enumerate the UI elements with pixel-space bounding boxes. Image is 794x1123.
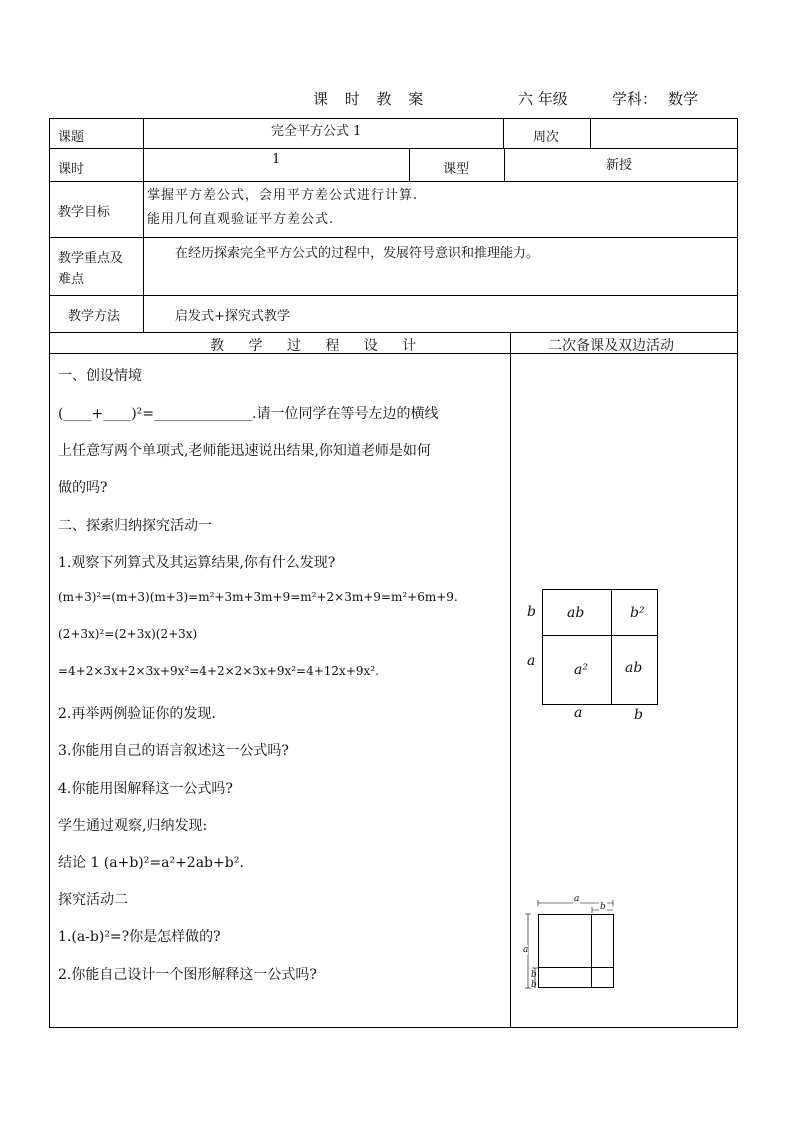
grade-label: 六 年级 — [518, 90, 568, 108]
conclusion-1: 结论 1 (a+b)²=a²+2ab+b². — [58, 855, 244, 871]
fig1-label-b-squared: b² — [630, 605, 645, 621]
key-points: 在经历探索完全平方公式的过程中，发展符号意识和推理能力。 — [175, 246, 540, 261]
type-label: 课型 — [443, 162, 470, 177]
period-label: 课时 — [58, 162, 85, 177]
question-5: 1.(a-b)²=?你是怎样做的? — [58, 929, 221, 945]
type-value: 新授 — [606, 158, 633, 173]
goal-line-1: 掌握平方差公式，会用平方差公式进行计算. — [147, 188, 419, 203]
period-value: 1 — [272, 152, 281, 167]
process-header: 教 学 过 程 设 计 — [210, 338, 427, 354]
equation-3: =4+2×3x+2×3x+9x²=4+2×2×3x+9x²=4+12x+9x². — [58, 664, 379, 678]
question-2: 2.再举两例验证你的发现. — [58, 706, 216, 722]
subject-value: 数学 — [668, 90, 699, 108]
equation-2: (2+3x)²=(2+3x)(2+3x) — [58, 627, 198, 641]
fig1-side-a: a — [527, 653, 536, 669]
fig2-left-a: a — [523, 945, 529, 955]
fig1-bottom-b: b — [634, 707, 643, 723]
fig2-top-b: b — [600, 902, 606, 912]
fig1-label-a-squared: a² — [574, 662, 588, 678]
fig1-side-b: b — [527, 604, 536, 620]
equation-1: (m+3)²=(m+3)(m+3)=m²+3m+3m+9=m²+2×3m+9=m²+6m+9. — [58, 590, 458, 604]
question-4: 4.你能用图解释这一公式吗? — [58, 781, 233, 797]
notes-header: 二次备课及双边活动 — [548, 338, 674, 354]
section-1-title: 一、创设情境 — [58, 368, 142, 384]
fig1-bottom-a: a — [574, 705, 583, 721]
key-label-line-2: 难点 — [58, 272, 85, 287]
subject-label: 学科： — [612, 90, 658, 108]
key-label-line-1: 教学重点及 — [58, 251, 124, 266]
question-1: 1.观察下列算式及其运算结果,你有什么发现? — [58, 555, 336, 571]
page-title: 课 时 教 案 — [313, 90, 430, 108]
fig2-top-a: a — [574, 894, 580, 904]
goal-line-2: 能用几何直观验证平方差公式. — [147, 212, 335, 227]
section-1-line-3: 做的吗? — [58, 480, 108, 496]
section-1-line-2: 上任意写两个单项式,老师能迅速说出结果,你知道老师是如何 — [58, 443, 431, 459]
section-1-line-1: (____+____)²=______________.请一位同学在等号左边的横线 — [58, 406, 439, 422]
fig2-left-b1: b — [531, 970, 537, 980]
observation: 学生通过观察,归纳发现: — [58, 818, 208, 834]
method-label: 教学方法 — [68, 309, 121, 324]
activity-2-title: 探究活动二 — [58, 892, 128, 908]
fig1-label-ab-right: ab — [625, 660, 643, 676]
week-label: 周次 — [533, 130, 560, 145]
question-3: 3.你能用自己的语言叙述这一公式吗? — [58, 743, 289, 759]
section-2-title: 二、探索归纳探究活动一 — [58, 518, 212, 534]
topic-label: 课题 — [58, 130, 85, 145]
question-6: 2.你能自己设计一个图形解释这一公式吗? — [58, 967, 317, 983]
topic-value: 完全平方公式 1 — [271, 124, 362, 139]
fig1-label-ab-top: ab — [567, 605, 585, 621]
method-value: 启发式+探究式教学 — [175, 309, 290, 324]
fig2-left-b2: b — [531, 980, 537, 990]
goal-label: 教学目标 — [58, 205, 111, 220]
